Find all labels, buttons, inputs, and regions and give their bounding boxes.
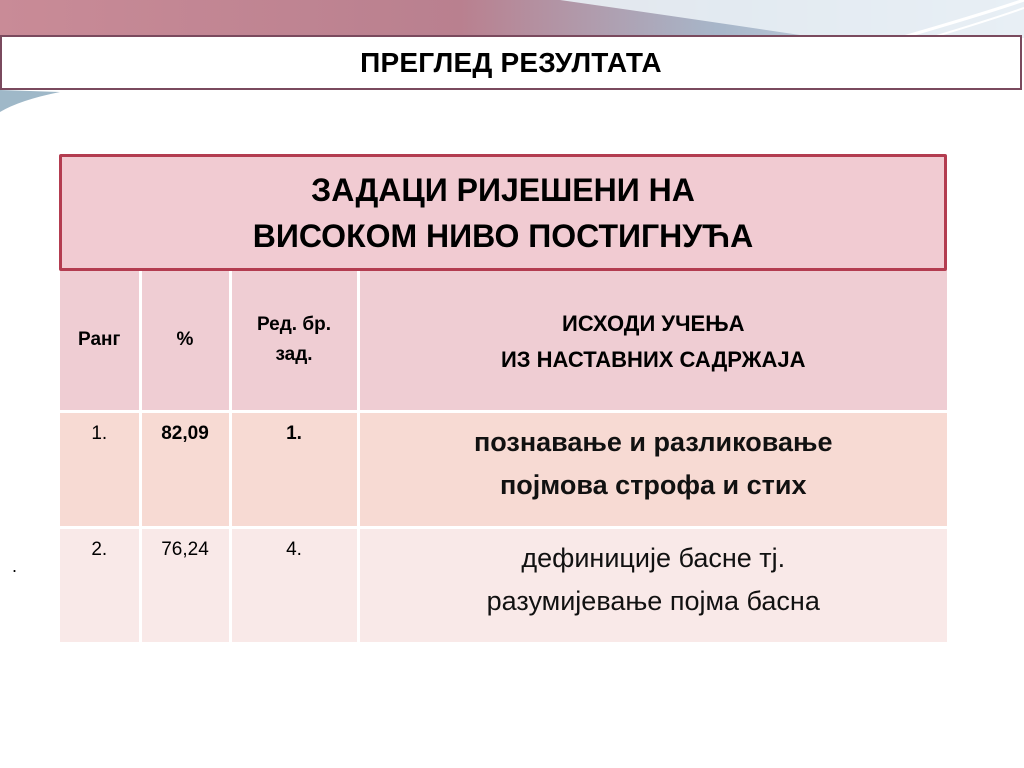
page-title: ПРЕГЛЕД РЕЗУЛТАТА bbox=[360, 46, 662, 78]
results-table-wrapper bbox=[60, 270, 947, 645]
row2-task-number: 4. bbox=[286, 539, 302, 560]
stray-mark: . bbox=[12, 556, 18, 576]
subtitle-line2: ВИСОКОМ НИВО ПОСТИГНУЋА bbox=[252, 217, 754, 254]
row1-outcome-cell bbox=[358, 412, 947, 528]
table-row bbox=[60, 528, 947, 644]
subtitle-line1: ЗАДАЦИ РИЈЕШЕНИ НА bbox=[311, 171, 695, 208]
row1-outcome-line1: познавање и разликовање bbox=[473, 427, 833, 457]
col-header-outcomes-line2: ИЗ НАСТАВНИХ САДРЖАЈА bbox=[500, 347, 806, 372]
col-header-task-number bbox=[230, 270, 358, 412]
row1-percent: 82,09 bbox=[161, 423, 209, 444]
title-bar bbox=[0, 35, 1022, 90]
row1-rank-cell bbox=[60, 412, 140, 528]
row1-rank: 1. bbox=[91, 423, 108, 444]
row2-outcome-cell bbox=[358, 528, 947, 644]
col-header-task-number-line1: Ред. бр. bbox=[256, 314, 331, 335]
row2-outcome-line1: дефиниције басне тј. bbox=[521, 543, 786, 573]
row1-task-cell bbox=[230, 412, 358, 528]
row2-rank: 2. bbox=[91, 539, 108, 560]
col-header-rank-label: Ранг bbox=[78, 329, 121, 350]
col-header-task-number-line2: зад. bbox=[275, 344, 313, 365]
row2-rank-cell bbox=[60, 528, 140, 644]
table-row bbox=[60, 412, 947, 528]
row1-percent-cell bbox=[140, 412, 230, 528]
col-header-outcomes bbox=[358, 270, 947, 412]
col-header-percent-label: % bbox=[176, 329, 194, 350]
row1-outcome-line2: појмова строфа и стих bbox=[500, 470, 807, 500]
results-table bbox=[60, 270, 947, 645]
col-header-rank bbox=[60, 270, 140, 412]
table-header-row bbox=[60, 270, 947, 412]
col-header-outcomes-line1: ИСХОДИ УЧЕЊА bbox=[562, 311, 745, 336]
row2-percent-cell bbox=[140, 528, 230, 644]
col-header-percent bbox=[140, 270, 230, 412]
row2-percent: 76,24 bbox=[161, 539, 209, 560]
row2-outcome-line2: разумијевање појма басна bbox=[486, 586, 820, 616]
row1-task-number: 1. bbox=[286, 423, 302, 444]
subtitle-box bbox=[59, 154, 947, 271]
row2-task-cell bbox=[230, 528, 358, 644]
